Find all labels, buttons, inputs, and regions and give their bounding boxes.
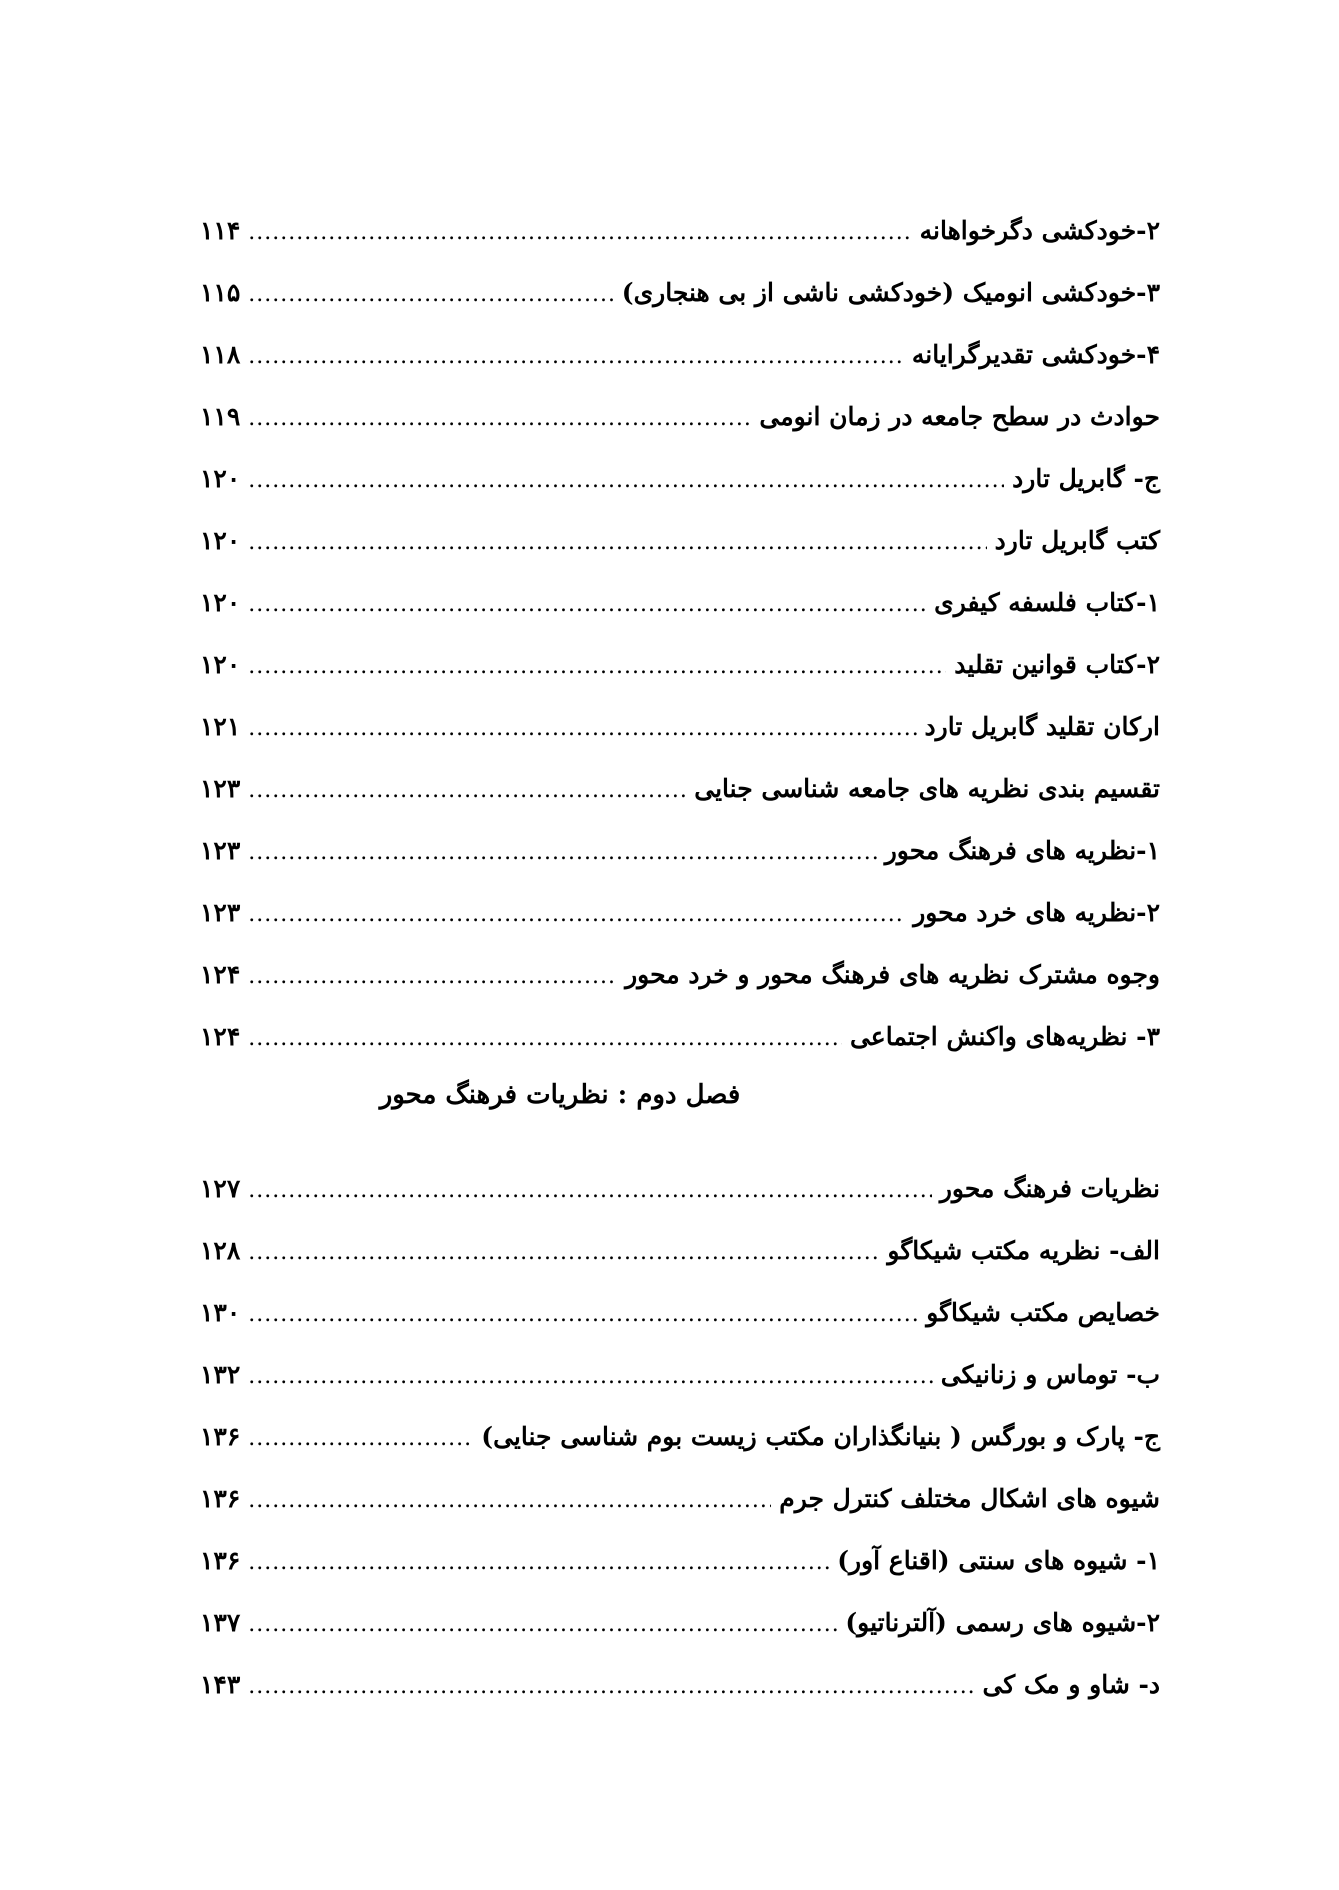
toc-entry xyxy=(200,262,1160,324)
toc-leader-dots xyxy=(248,822,876,884)
toc-entry xyxy=(200,572,1160,634)
toc-entry-title: خصایص مکتب شیکاگو xyxy=(926,1298,1160,1327)
toc-entry-title: ۲-خودکشی دگرخواهانه xyxy=(919,216,1160,245)
toc-leader-dots xyxy=(248,1284,918,1346)
toc-entry xyxy=(200,1006,1160,1068)
toc-entry-title: ج- پارک و بورگس ( بنیانگذاران مکتب زیست بوم شناسی جنایی) xyxy=(481,1422,1160,1451)
toc-entry-title: ارکان تقلید گابریل تارد xyxy=(924,712,1160,741)
toc-leader-dots xyxy=(248,512,986,574)
toc-entry-page: ۱۱۹ xyxy=(200,402,241,431)
toc-entry-title: ۳-خودکشی انومیک (خودکشی ناشی از بی هنجاری) xyxy=(621,278,1160,307)
toc-leader-dots xyxy=(248,1656,974,1718)
toc-entry xyxy=(200,882,1160,944)
section-heading: فصل دوم : نظریات فرهنگ محور xyxy=(379,1080,741,1110)
toc-entry-title: شیوه های اشکال مختلف کنترل جرم xyxy=(779,1484,1160,1513)
toc-entry-page: ۱۲۰ xyxy=(200,588,241,617)
toc-leader-dots xyxy=(248,760,686,822)
toc-entry-title: ۳- نظریه‌های واکنش اجتماعی xyxy=(849,1022,1160,1051)
toc-entry-page: ۱۲۱ xyxy=(200,712,241,741)
toc-leader-dots xyxy=(248,1008,842,1070)
toc-entry xyxy=(200,1158,1160,1220)
toc-entry-page: ۱۲۰ xyxy=(200,464,241,493)
toc-entry xyxy=(200,634,1160,696)
toc-entry xyxy=(200,944,1160,1006)
toc-leader-dots xyxy=(248,1532,829,1594)
toc-entry xyxy=(200,1654,1160,1716)
toc-entry-page: ۱۲۳ xyxy=(200,774,241,803)
toc-entry-title: الف- نظریه مکتب شیکاگو xyxy=(887,1236,1160,1265)
toc-entry-title: حوادث در سطح جامعه در زمان انومی xyxy=(759,402,1160,431)
toc-entry xyxy=(200,1406,1160,1468)
toc-leader-dots xyxy=(248,884,905,946)
toc-entry-page: ۱۱۵ xyxy=(200,278,241,307)
toc-leader-dots xyxy=(248,698,916,760)
toc-entry-title: ۱-کتاب فلسفه کیفری xyxy=(934,588,1160,617)
toc-entry xyxy=(200,1220,1160,1282)
toc-entry-page: ۱۳۰ xyxy=(200,1298,241,1327)
toc-entry xyxy=(200,820,1160,882)
toc-entry-title: ۲-کتاب قوانین تقلید xyxy=(954,650,1160,679)
toc-entry-title: تقسیم بندی نظریه های جامعه شناسی جنایی xyxy=(694,774,1160,803)
toc-leader-dots xyxy=(248,1346,932,1408)
toc-leader-dots xyxy=(248,1470,771,1532)
toc-leader-dots xyxy=(248,202,911,264)
toc-entry-page: ۱۲۰ xyxy=(200,526,241,555)
toc-entry xyxy=(200,324,1160,386)
toc-entry-page: ۱۲۷ xyxy=(200,1174,241,1203)
toc-leader-dots xyxy=(248,946,617,1008)
toc-entry-page: ۱۲۳ xyxy=(200,836,241,865)
toc-entry-title: ج- گابریل تارد xyxy=(1012,464,1160,493)
toc-entry-page: ۱۲۸ xyxy=(200,1236,241,1265)
toc-entry xyxy=(200,1468,1160,1530)
toc-entry-title: ۲-نظریه های خرد محور xyxy=(913,898,1160,927)
toc-leader-dots xyxy=(248,326,904,388)
toc-leader-dots xyxy=(248,388,751,450)
toc-entry-page: ۱۲۳ xyxy=(200,898,241,927)
toc-entry xyxy=(200,696,1160,758)
toc-entry-title: ۲-شیوه های رسمی (آلترناتیو) xyxy=(845,1608,1160,1637)
toc-entry-page: ۱۳۶ xyxy=(200,1546,241,1575)
toc-entry-page: ۱۲۴ xyxy=(200,960,241,989)
toc-entry-title: وجوه مشترک نظریه های فرهنگ محور و خرد محور xyxy=(625,960,1160,989)
toc-entry-page: ۱۱۸ xyxy=(200,340,241,369)
toc-entry-page: ۱۳۷ xyxy=(200,1608,241,1637)
toc-entry xyxy=(200,448,1160,510)
toc-entry-page: ۱۳۲ xyxy=(200,1360,241,1389)
toc-entry-page: ۱۴۳ xyxy=(200,1670,241,1699)
toc-leader-dots xyxy=(248,1222,879,1284)
toc-entry-page: ۱۱۴ xyxy=(200,216,241,245)
toc-leader-dots xyxy=(248,1408,473,1470)
toc-entry-title: نظریات فرهنگ محور xyxy=(939,1174,1160,1203)
toc-entry-title: ۱- شیوه های سنتی (اقناع آور) xyxy=(837,1546,1160,1575)
toc-entry-title: کتب گابریل تارد xyxy=(994,526,1160,555)
toc-entry-page: ۱۲۴ xyxy=(200,1022,241,1051)
toc-entry-page: ۱۳۶ xyxy=(200,1484,241,1513)
toc-entry-title: ۴-خودکشی تقدیرگرایانه xyxy=(911,340,1160,369)
toc-leader-dots xyxy=(248,450,1004,512)
toc-entry-page: ۱۲۰ xyxy=(200,650,241,679)
toc-entry-page: ۱۳۶ xyxy=(200,1422,241,1451)
toc-leader-dots xyxy=(248,1594,837,1656)
toc-entry xyxy=(200,1282,1160,1344)
toc-entry-title: د- شاو و مک کی xyxy=(982,1670,1160,1699)
toc-leader-dots xyxy=(248,1160,932,1222)
toc-entry xyxy=(200,1530,1160,1592)
toc-entry-title: ۱-نظریه های فرهنگ محور xyxy=(884,836,1160,865)
toc-leader-dots xyxy=(248,574,926,636)
toc-entry xyxy=(200,1592,1160,1654)
table-of-contents xyxy=(200,200,1160,1716)
toc-entry-title: ب- توماس و زنانیکی xyxy=(940,1360,1160,1389)
toc-entry xyxy=(200,1344,1160,1406)
toc-leader-dots xyxy=(248,264,613,326)
toc-entry xyxy=(200,510,1160,572)
toc-entry xyxy=(200,386,1160,448)
toc-entry xyxy=(200,200,1160,262)
toc-entry xyxy=(200,758,1160,820)
toc-leader-dots xyxy=(248,636,946,698)
